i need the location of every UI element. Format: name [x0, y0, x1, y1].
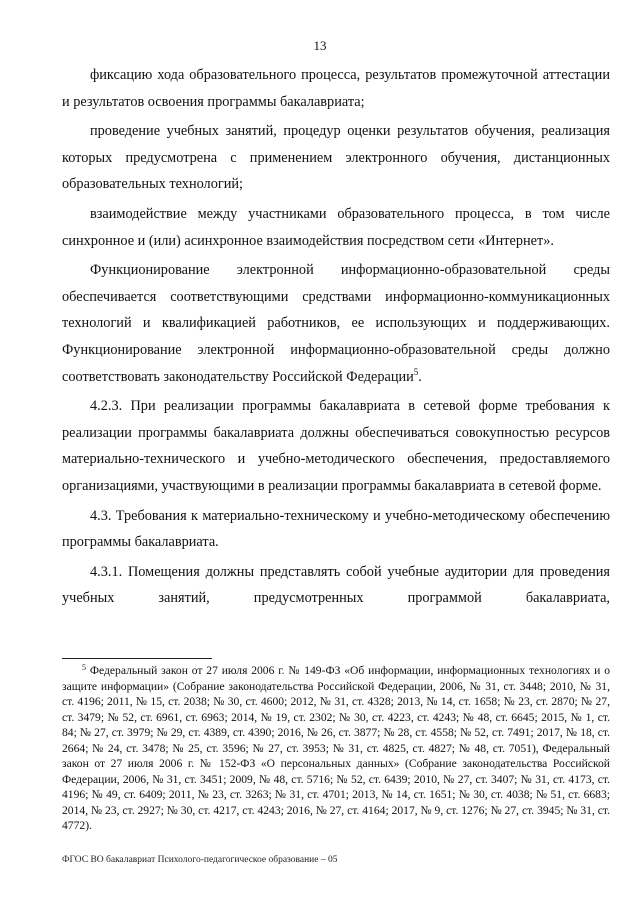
footnote-text: Федеральный закон от 27 июля 2006 г. № 149-ФЗ «Об информации, информационных технологиях и о защите информации» (Собрание законодательства Российской Федерации, 2006, № 31, ст. 3448; 2010, № 31, ст. 4196; 2011, № 15, ст. 2038; № 30, ст. 4600; 2012, № 31, ст. 4328; 2013, № 14, ст. 1658; № 23, ст. 2870; № 27, ст. 3479; № 52, ст. 6961, ст. 6963; 2014, № 19, ст. 2302; № 30, ст. 4223, ст. 4243; № 48, ст. 6645; 2015, № 1, ст. 84; № 27, ст. 3979; № 29, ст. 4389, ст. 4390; 2016, № 26, ст. 3877; № 28, ст. 4558; № 52, ст. 7491; 2017, № 18, ст. 2664; № 24, ст. 3478; № 25, ст. 3596; № 27, ст. 3953; № 31, ст. 4825, ст. 4827; № 48, ст. 7051), Федеральный закон от 27 июля 2006 г. № 152-ФЗ «О персональных данных» (Собрание законодательства Российской Федерации, 2006, № 31, ст. 3451; 2009, № 48, ст. 5716; № 52, ст. 6439; 2010, № 27, ст. 3407; № 31, ст. 4173, ст. 4196; № 49, ст. 6409; 2011, № 23, ст. 3263; № 31, ст. 4701; 2013, № 14, ст. 1651; № 30, ст. 4038; № 51, ст. 6683; 2014, № 23, ст. 2927; № 30, ст. 4217, ст. 4243; 2016, № 27, ст. 4164; 2017, № 9, ст. 1276; № 27, ст. 3945; № 31, ст. 4772). [62, 664, 610, 832]
paragraph-4-3: 4.3. Требования к материально-техническому и учебно-методическому обеспечению программы бакалавриата. [62, 507, 610, 551]
footnote-reference: 5 [413, 366, 419, 377]
paragraph-record-progress: фиксацию хода образовательного процесса, результатов промежуточной аттестации и результатов освоения программы бакалавриата; [62, 67, 610, 110]
body-text [62, 62, 610, 612]
paragraph-functioning-end: . [418, 368, 422, 385]
footnote [62, 663, 610, 834]
page-number: 13 [313, 38, 327, 53]
paragraph-functioning [62, 257, 610, 390]
page-footer: ФГОС ВО бакалавриат Психолого-педагогическое образование – 05 [62, 855, 338, 865]
paragraph-interaction: взаимодействие между участниками образовательного процесса, в том числе синхронное и (или) асинхронное взаимодействия посредством сети «Интернет». [62, 205, 610, 249]
paragraph-functioning-text: Функционирование электронной информационно-образовательной среды обеспечивается соответствующими средствами информационно-коммуникационных технологий и квалификацией работников, ее использующих и поддерживающих. Функционирование электронной информационно-образовательной среды должно соответствовать законодательству Российской Федерации [62, 262, 610, 385]
footnote-divider [62, 658, 212, 659]
paragraph-4-2-3: 4.2.3. При реализации программы бакалавриата в сетевой форме требования к реализации программы бакалавриата должны обеспечиваться совокупностью ресурсов материально-технического и учебно-методического обеспечения, предоставляемого организациями, участвующими в реализации программы бакалавриата в сетевой форме. [62, 398, 610, 494]
footnote-marker: 5 [82, 663, 86, 672]
paragraph-conduct-classes: проведение учебных занятий, процедур оценки результатов обучения, реализация которых предусмотрена с применением электронного обучения, дистанционных образовательных технологий; [62, 123, 610, 193]
paragraph-4-3-1: 4.3.1. Помещения должны представлять собой учебные аудитории для проведения учебных занятий, предусмотренных программой бакалавриата, [62, 563, 610, 607]
